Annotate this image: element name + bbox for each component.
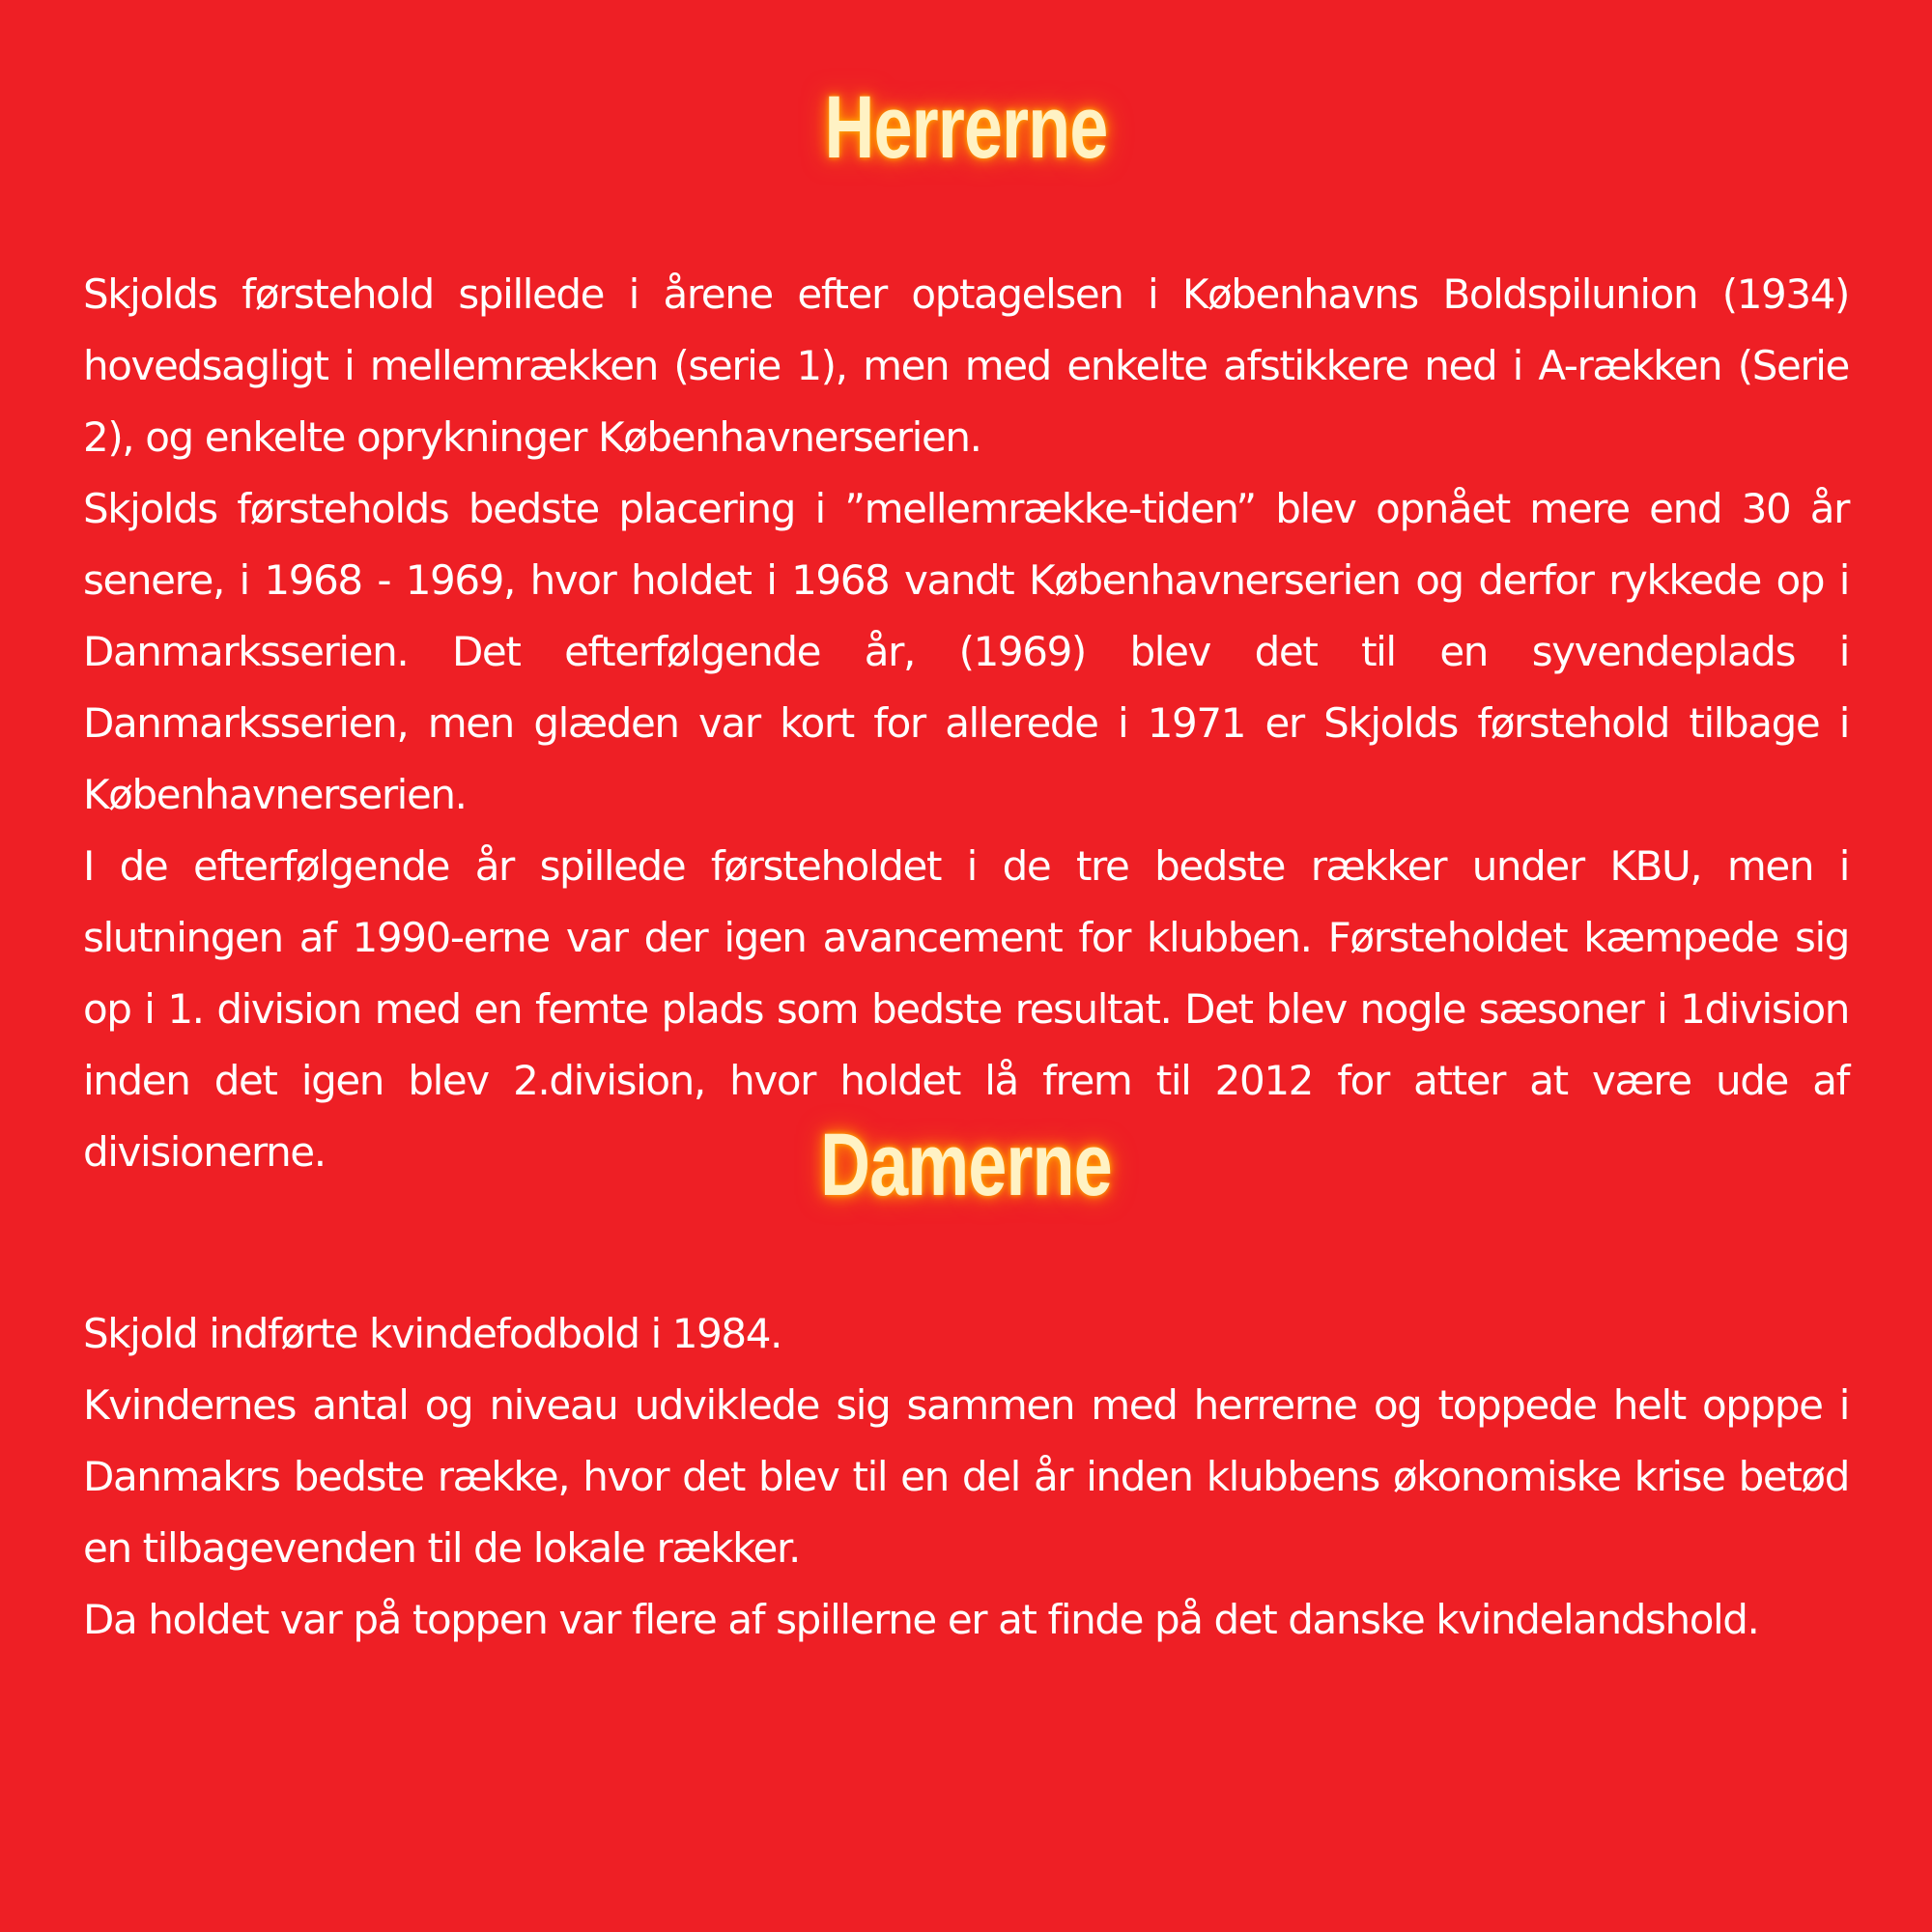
damerne-paragraph-3: Da holdet var på toppen var flere af spillerne er at finde på det danske kvindelandshold. xyxy=(83,1596,1759,1643)
damerne-body xyxy=(83,1298,1849,1656)
damerne-title: Damerne xyxy=(820,1116,1112,1214)
damerne-paragraph-1: Skjold indførte kvindefodbold i 1984. xyxy=(83,1310,781,1357)
herrerne-paragraph-2: Skjolds førsteholds bedste placering i ”mellemrække-tiden” blev opnået mere end 30 år senere, i 1968 - 1969, hvor holdet i 1968 vandt Københavnerserien og derfor rykkede op i Danmarksserien. Det efterfølgende år, (1969) blev det til en syvendeplads i Danmarksserien, men glæden var kort for allerede i 1971 er Skjolds førstehold tilbage i Københavnerserien. xyxy=(83,485,1849,818)
herrerne-title: Herrerne xyxy=(824,78,1108,177)
herrerne-paragraph-3: I de efterfølgende år spillede førsteholdet i de tre bedste rækker under KBU, men i slutningen af 1990-erne var der igen avancement for klubben. Førsteholdet kæmpede sig op i 1. division med en femte plads som bedste resultat. Det blev nogle sæsoner i 1division inden det igen blev 2.division, hvor holdet lå frem til 2012 for atter at være ude af divisionerne. xyxy=(83,842,1849,1176)
herrerne-body xyxy=(83,259,1849,1188)
herrerne-paragraph-1: Skjolds førstehold spillede i årene efter optagelsen i Københavns Boldspilunion (1934) hovedsagligt i mellemrækken (serie 1), men med enkelte afstikkere ned i A-rækken (Serie 2), og enkelte oprykninger Københavnerserien. xyxy=(83,270,1849,461)
damerne-paragraph-2: Kvindernes antal og niveau udviklede sig sammen med herrerne og toppede helt opppe i Danmakrs bedste række, hvor det blev til en del år inden klubbens økonomiske krise betød en tilbagevenden til de lokale rækker. xyxy=(83,1381,1849,1572)
